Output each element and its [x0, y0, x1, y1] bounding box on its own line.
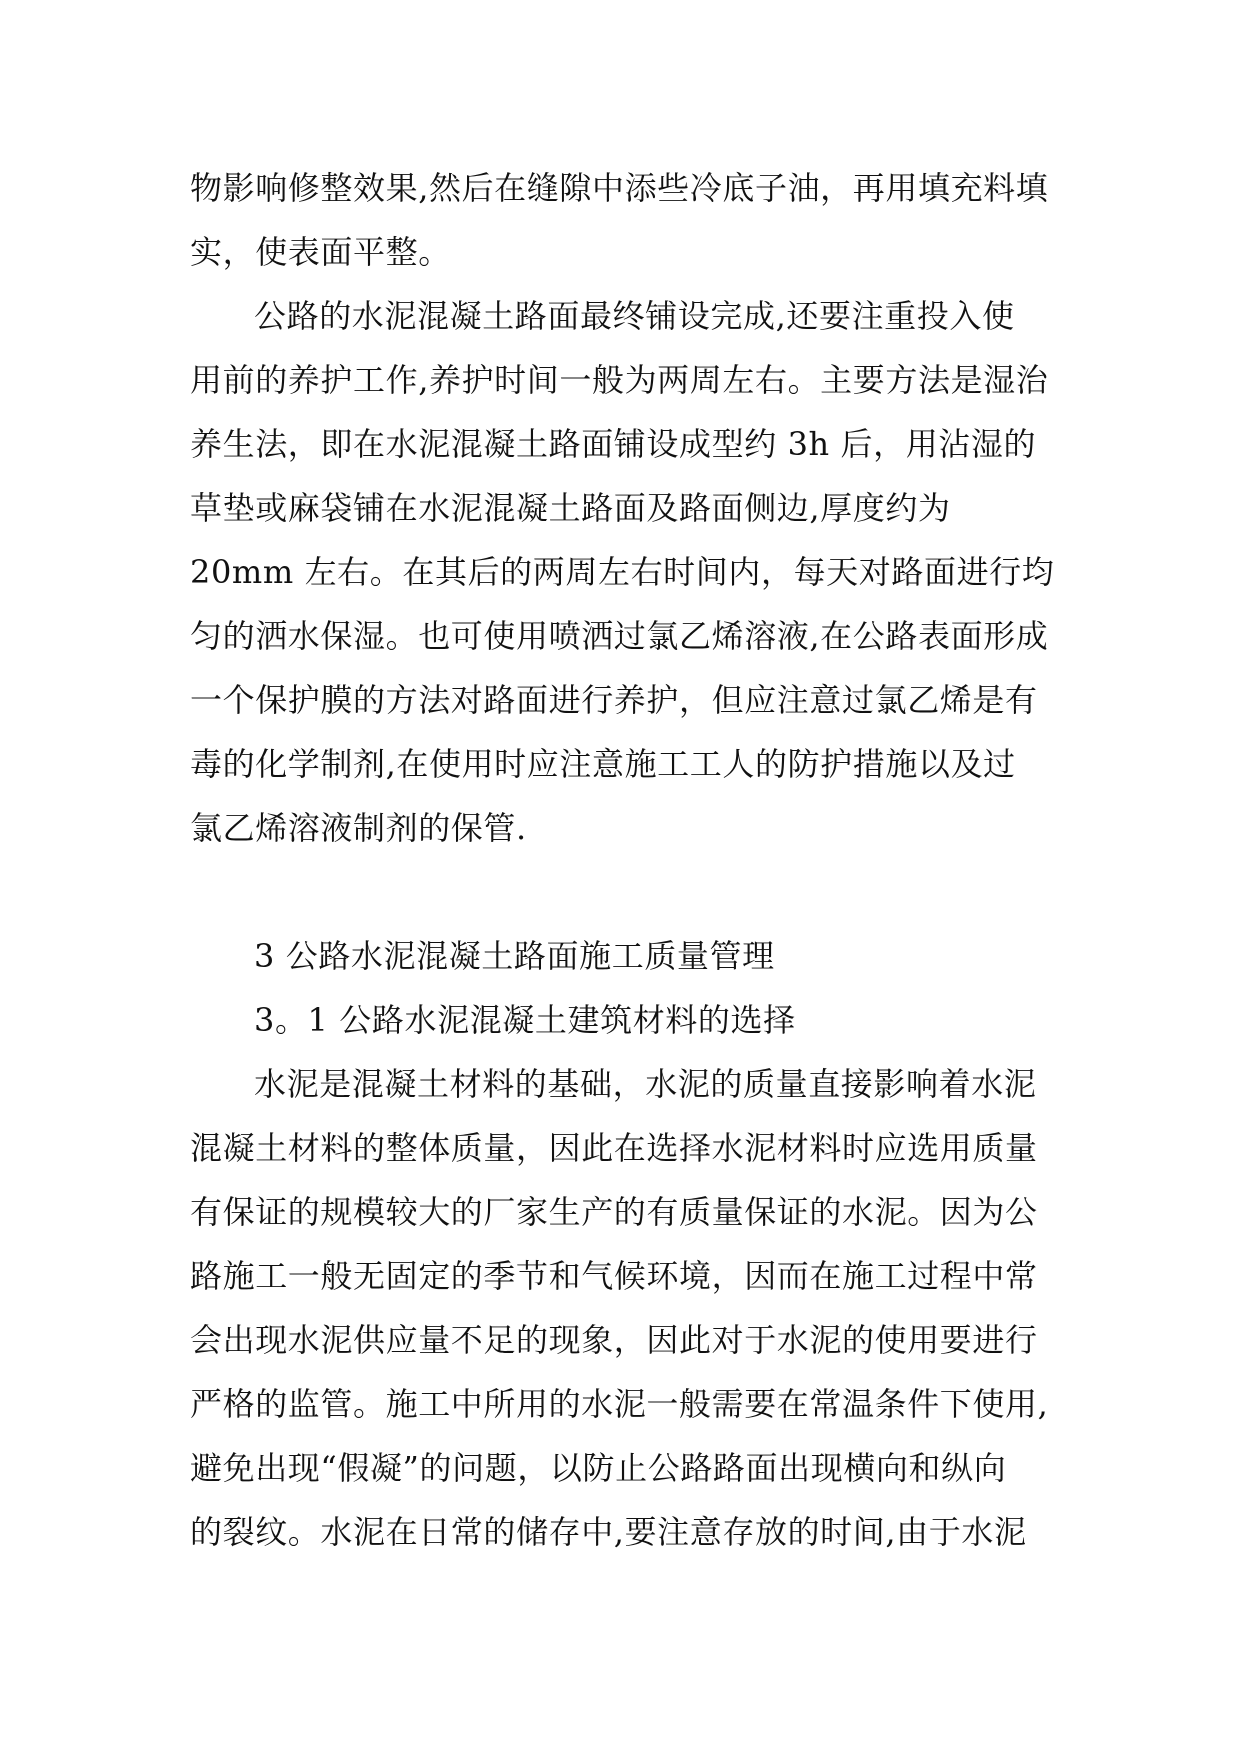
paragraph-2-line-9: 氯乙烯溶液制剂的保管. [190, 809, 527, 847]
paragraph-3-line-7: 避免出现“假凝”的问题，以防止公路路面出现横向和纵向 [190, 1449, 1007, 1487]
paragraph-3-line-3: 有保证的规模较大的厂家生产的有质量保证的水泥。因为公 [190, 1193, 1038, 1231]
paragraph-3-line-8: 的裂纹。水泥在日常的储存中,要注意存放的时间,由于水泥 [190, 1513, 1027, 1551]
paragraph-2-line-3: 养生法，即在水泥混凝土路面铺设成型约 3h 后，用沾湿的 [190, 425, 1037, 463]
paragraph-2-line-5: 20mm 左右。在其后的两周左右时间内，每天对路面进行均 [190, 553, 1055, 591]
paragraph-3-line-6: 严格的监管。施工中所用的水泥一般需要在常温条件下使用, [190, 1385, 1049, 1423]
paragraph-3-line-4: 路施工一般无固定的季节和气候环境，因而在施工过程中常 [190, 1257, 1038, 1295]
paragraph-3-line-2: 混凝土材料的整体质量，因此在选择水泥材料时应选用质量 [190, 1129, 1038, 1167]
paragraph-2-line-8: 毒的化学制剂,在使用时应注意施工工人的防护措施以及过 [190, 745, 1016, 783]
paragraph-2-line-4: 草垫或麻袋铺在水泥混凝土路面及路面侧边,厚度约为 [190, 489, 951, 527]
paragraph-2-line-6: 匀的洒水保湿。也可使用喷洒过氯乙烯溶液,在公路表面形成 [190, 617, 1049, 655]
paragraph-2-line-7: 一个保护膜的方法对路面进行养护，但应注意过氯乙烯是有 [190, 681, 1038, 719]
paragraph-2-line-1: 公路的水泥混凝土路面最终铺设完成,还要注重投入使 [254, 297, 1015, 335]
paragraph-2-line-2: 用前的养护工作,养护时间一般为两周左右。主要方法是湿治 [190, 361, 1049, 399]
section-heading-3: 3 公路水泥混凝土路面施工质量管理 [254, 937, 775, 975]
section-heading-3-1: 3。1 公路水泥混凝土建筑材料的选择 [254, 1001, 796, 1039]
paragraph-3-line-1: 水泥是混凝土材料的基础，水泥的质量直接影响着水泥 [254, 1065, 1037, 1103]
paragraph-1-line-1: 物影响修整效果,然后在缝隙中添些冷底子油，再用填充料填 [190, 169, 1049, 207]
paragraph-3-line-5: 会出现水泥供应量不足的现象，因此对于水泥的使用要进行 [190, 1321, 1038, 1359]
paragraph-1-line-2: 实，使表面平整。 [190, 233, 451, 271]
